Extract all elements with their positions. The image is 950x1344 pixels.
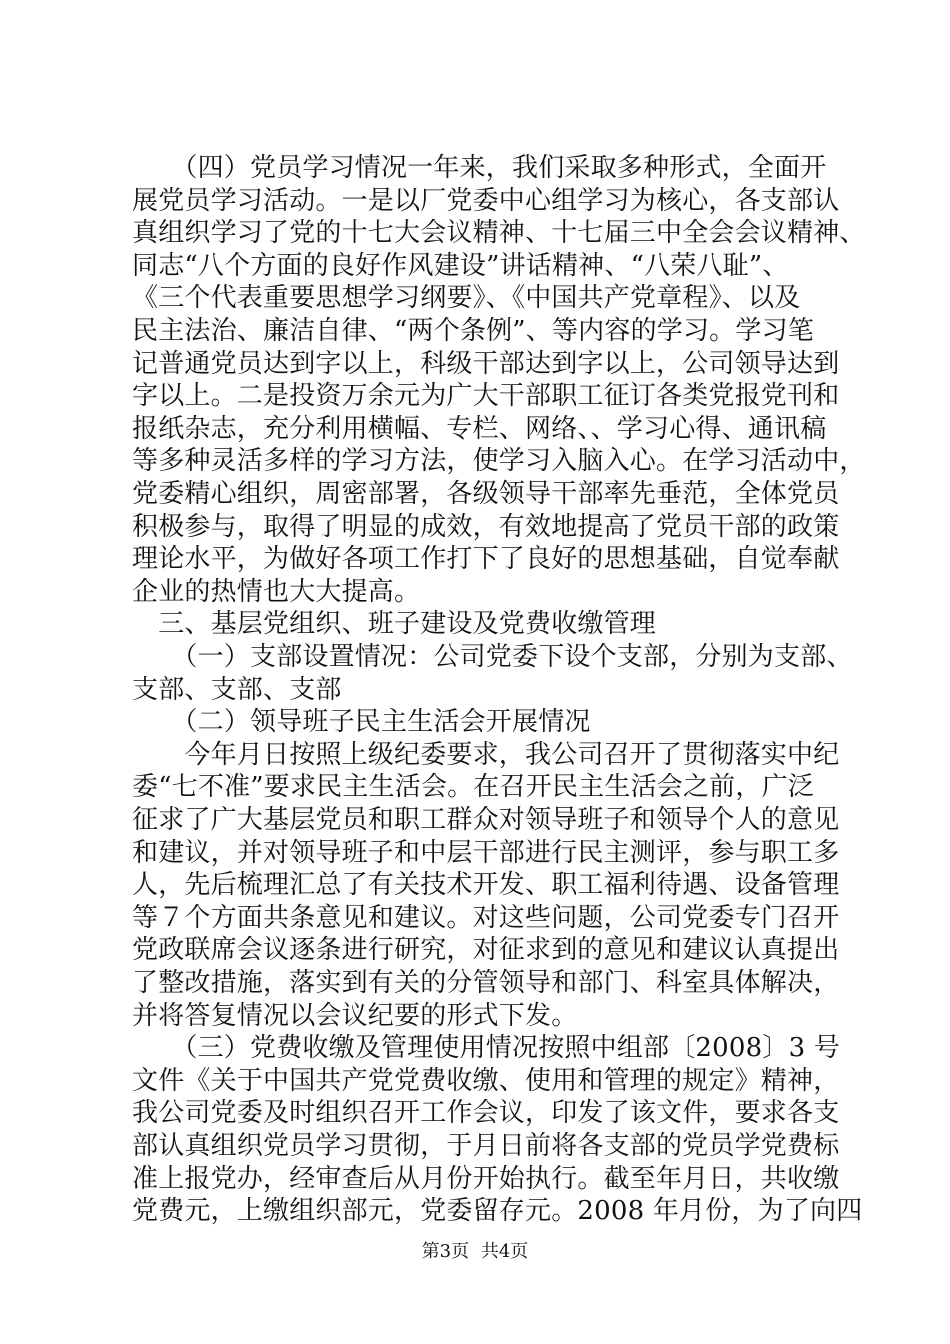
text-line: 了整改措施，落实到有关的分管领导和部门、科室具体解决， <box>132 968 840 998</box>
text-line: 党委精心组织，周密部署，各级领导干部率先垂范，全体党员 <box>132 479 840 509</box>
text-line: 准上报党办，经审查后从月份开始执行。截至年月日，共收缴 <box>132 1163 840 1194</box>
text-line: 同志“八个方面的良好作风建设”讲话精神、“八荣八耻”、 <box>132 250 789 281</box>
text-line: 部认真组织党员学习贯彻，于月日前将各支部的党员学党费标 <box>132 1131 840 1161</box>
text-line: 委“七不准”要求民主生活会。在召开民主生活会之前，广泛 <box>132 772 814 803</box>
text-line: 党费元，上缴组织部元，党委留存元。2008 年月份，为了向四 <box>132 1196 863 1227</box>
text-line: （三）党费收缴及管理使用情况按照中组部〔2008〕3 号 <box>132 1033 840 1064</box>
text-line: 字以上。二是投资万余元为广大干部职工征订各类党报党刊和 <box>132 381 840 412</box>
text-line: 记普通党员达到字以上，科级干部达到字以上，公司领导达到 <box>132 348 840 379</box>
section-heading: 三、基层党组织、班子建设及党费收缴管理 <box>132 609 657 640</box>
page-footer <box>0 1240 950 1264</box>
page-number: 第3页 <box>421 1241 470 1262</box>
text-line: 展党员学习活动。一是以厂党委中心组学习为核心，各支部认 <box>132 185 840 216</box>
text-line: 真组织学习了党的十七大会议精神、十七届三中全会会议精神、 <box>132 218 866 249</box>
text-line: 理论水平，为做好各项工作打下了良好的思想基础，自觉奉献 <box>132 544 840 575</box>
text-line: 民主法治、廉洁自律、“两个条例”、等内容的学习。学习笔 <box>132 316 814 346</box>
text-line: 积极参与，取得了明显的成效，有效地提高了党员干部的政策 <box>132 511 840 542</box>
text-line: （四）党员学习情况一年来，我们采取多种形式，全面开 <box>132 153 827 183</box>
text-line: 支部、支部、支部 <box>132 674 342 705</box>
text-line: 等７个方面共条意见和建议。对这些问题，公司党委专门召开 <box>132 902 840 933</box>
text-line: 并将答复情况以会议纪要的形式下发。 <box>132 1000 578 1031</box>
text-line: 征求了广大基层党员和职工群众对领导班子和领导个人的意见 <box>132 805 840 835</box>
page-total: 共4页 <box>480 1241 529 1262</box>
text-line: 等多种灵活多样的学习方法，使学习入脑入心。在学习活动中， <box>132 446 866 477</box>
text-line: （一）支部设置情况：公司党委下设个支部，分别为支部、 <box>132 642 853 672</box>
text-line: 《三个代表重要思想学习纲要》、《中国共产党章程》、以及 <box>132 283 801 314</box>
text-line: 报纸杂志，充分利用横幅、专栏、网络、、学习心得、通讯稿 <box>132 413 827 444</box>
text-line: 人，先后梳理汇总了有关技术开发、职工福利待遇、设备管理 <box>132 870 840 901</box>
text-line: 我公司党委及时组织召开工作会议，印发了该文件，要求各支 <box>132 1098 840 1129</box>
text-line: 企业的热情也大大提高。 <box>132 576 421 607</box>
text-line: 党政联席会议逐条进行研究，对征求到的意见和建议认真提出 <box>132 935 840 966</box>
text-line: 和建议，并对领导班子和中层干部进行民主测评，参与职工多 <box>132 837 840 868</box>
subsection-heading: （二）领导班子民主生活会开展情况 <box>132 707 591 738</box>
text-line: 文件《关于中国共产党党费收缴、使用和管理的规定》精神， <box>132 1065 840 1096</box>
text-line: 今年月日按照上级纪委要求，我公司召开了贯彻落实中纪 <box>132 739 840 770</box>
